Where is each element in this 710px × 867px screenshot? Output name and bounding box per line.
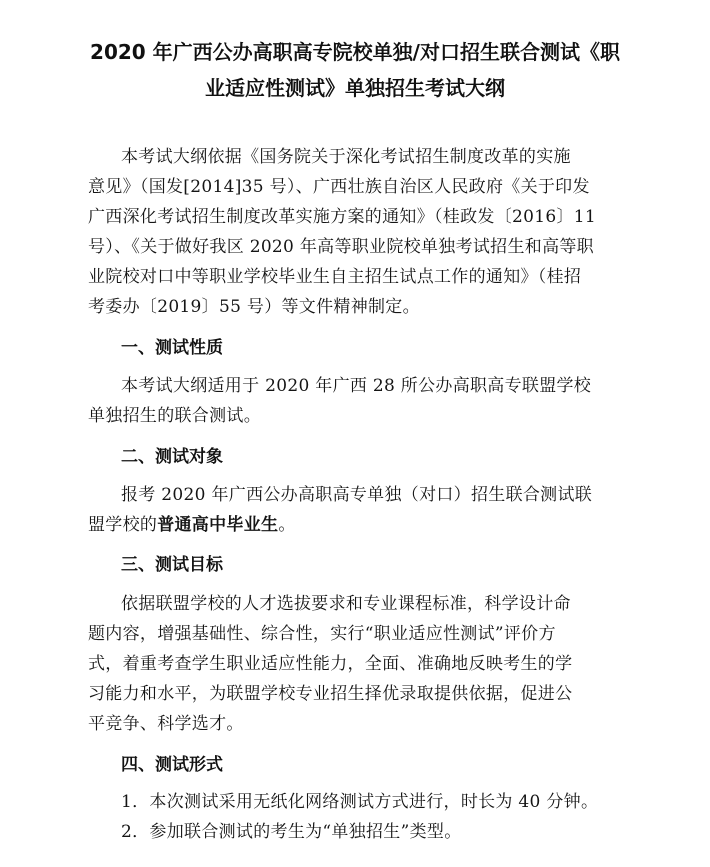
section-4-item-2: 2．参加联合测试的考生为“单独招生”类型。: [121, 822, 462, 842]
section-2-line-2-prefix: 盟学校的: [88, 515, 158, 535]
section-3-line-3: 式，着重考查学生职业适应性能力，全面、准确地反映考生的学: [88, 654, 573, 674]
intro-line-6: 考委办〔2019〕55 号）等文件精神制定。: [88, 297, 420, 317]
section-2-heading: 二、测试对象: [121, 447, 223, 467]
intro-line-2: 意见》（国发[2014]35 号）、广西壮族自治区人民政府《关于印发: [88, 177, 590, 197]
intro-line-3: 广西深化考试招生制度改革实施方案的通知》（桂政发〔2016〕11: [88, 207, 596, 227]
document-title-line-1: 2020 年广西公办高职高专院校单独/对口招生联合测试《职: [90, 40, 620, 64]
section-1-line-2: 单独招生的联合测试。: [88, 406, 261, 426]
section-4-heading: 四、测试形式: [121, 755, 223, 775]
section-3-line-5: 平竞争、科学选才。: [88, 714, 244, 734]
intro-line-1: 本考试大纲依据《国务院关于深化考试招生制度改革的实施: [121, 147, 571, 167]
section-3-heading: 三、测试目标: [121, 555, 223, 575]
section-1-heading: 一、测试性质: [121, 338, 223, 358]
section-2-line-1: 报考 2020 年广西公办高职高专单独（对口）招生联合测试联: [121, 485, 593, 505]
section-3-line-2: 题内容，增强基础性、综合性，实行“职业适应性测试”评价方: [88, 624, 556, 644]
section-3-line-1: 依据联盟学校的人才选拔要求和专业课程标准，科学设计命: [121, 594, 571, 614]
section-2-line-2-suffix: 。: [278, 515, 296, 535]
intro-line-5: 业院校对口中等职业学校毕业生自主招生试点工作的通知》（桂招: [88, 267, 582, 287]
section-3-line-4: 习能力和水平，为联盟学校专业招生择优录取提供依据，促进公: [88, 684, 573, 704]
section-4-item-1: 1．本次测试采用无纸化网络测试方式进行，时长为 40 分钟。: [121, 792, 599, 812]
section-2-line-2: [88, 511, 648, 540]
intro-line-4: 号）、《关于做好我区 2020 年高等职业院校单独考试招生和高等职: [88, 237, 594, 257]
target-group-emphasis: 普通高中毕业生: [157, 515, 279, 535]
document-title-line-2: 业适应性测试》单独招生考试大纲: [205, 76, 505, 100]
section-1-line-1: 本考试大纲适用于 2020 年广西 28 所公办高职高专联盟学校: [121, 376, 592, 396]
